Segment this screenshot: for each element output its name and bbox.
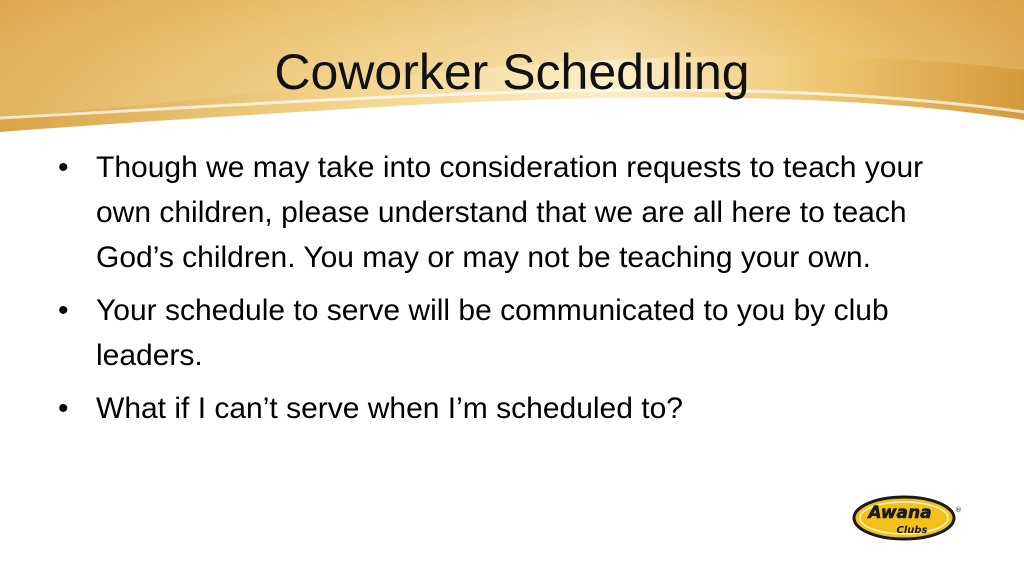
bullet-item: [58, 145, 968, 280]
bullet-dot: •: [58, 392, 69, 425]
bullet-text: Though we may take into consideration requests to teach your own children, please understand that we are all here to teach God’s children. You may or may not be teaching your own.: [96, 151, 924, 274]
logo-word-awana: Awana: [868, 503, 932, 523]
slide-title: Coworker Scheduling: [274, 44, 750, 100]
logo-registered-mark: ®: [955, 506, 962, 514]
bullet-list: [58, 145, 968, 439]
bullet-item: [58, 386, 968, 431]
bullet-item: [58, 288, 968, 378]
awana-clubs-logo: [850, 492, 962, 542]
bullet-text: What if I can’t serve when I’m scheduled to?: [96, 392, 683, 425]
bullet-text: Your schedule to serve will be communicated to you by club leaders.: [96, 294, 889, 372]
bullet-dot: •: [58, 294, 69, 327]
bullet-dot: •: [58, 151, 69, 184]
logo-word-clubs: Clubs: [896, 525, 928, 536]
